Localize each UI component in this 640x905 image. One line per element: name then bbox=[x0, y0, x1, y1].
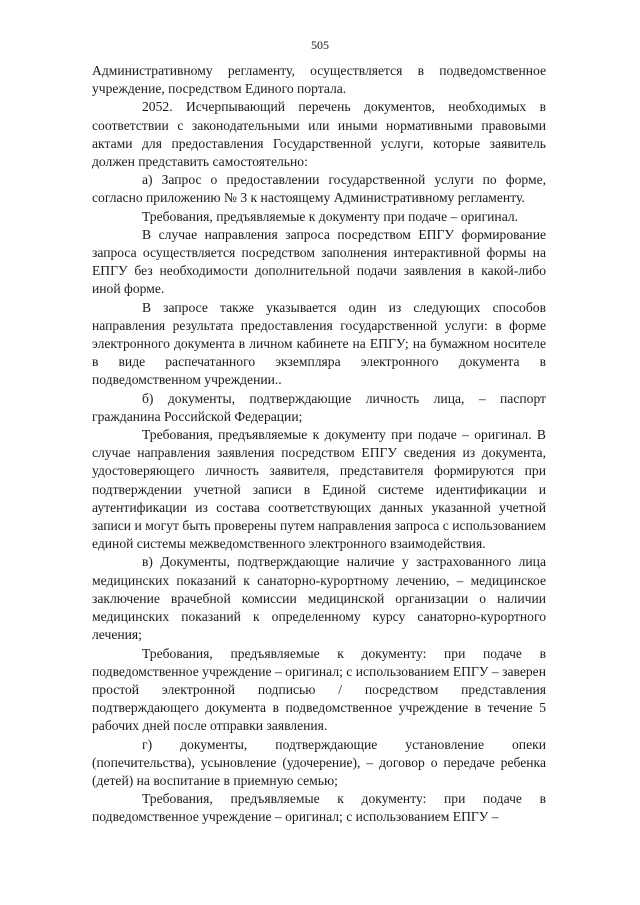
page-number: 505 bbox=[311, 38, 329, 52]
paragraph: В запросе также указывается один из следующих способов направления результата предоставления государственной услуги: в форме электронного документа в личном кабинете на ЕПГУ; на бумажном носителе в виде распечатанного экземпляра электронного документа в подведомственном учреждении.. bbox=[92, 299, 546, 388]
paragraph: 2052. Исчерпывающий перечень документов, необходимых в соответствии с законодательными или иными нормативными правовыми актами для предоставления Государственной услуги, которые заявитель должен представить самостоятельно: bbox=[92, 99, 546, 170]
document-body bbox=[92, 62, 546, 827]
paragraph: В случае направления запроса посредством ЕПГУ формирование запроса осуществляется посредством заполнения интерактивной формы на ЕПГУ без необходимости дополнительной подачи заявления в какой-либо иной форме. bbox=[92, 226, 546, 297]
paragraph: Требования, предъявляемые к документу: при подаче в подведомственное учреждение – оригинал; с использованием ЕПГУ – bbox=[92, 791, 546, 825]
paragraph: г) документы, подтверждающие установление опеки (попечительства), усыновление (удочерение), – договор о передаче ребенка (детей) на воспитание в приемную семью; bbox=[92, 736, 546, 788]
paragraph: Требования, предъявляемые к документу при подаче – оригинал. bbox=[142, 208, 519, 224]
paragraph: Требования, предъявляемые к документу: при подаче в подведомственное учреждение – оригинал; с использованием ЕПГУ – заверен простой электронной подписью / посредством представления подтверждающего документа в подведомственное учреждение в течение 5 рабочих дней после отправки заявления. bbox=[92, 645, 546, 734]
paragraph: Требования, предъявляемые к документу при подаче – оригинал. В случае направления заявления посредством ЕПГУ сведения из документа, удостоверяющего личность заявителя, представителя формируются при подтверждении учетной записи в Единой системе идентификации и аутентификации из состава соответствующих данных указанной учетной записи и могут быть проверены путем направления запроса с использованием единой системы межведомственного электронного взаимодействия. bbox=[92, 427, 546, 552]
paragraph: Административному регламенту, осуществляется в подведомственное учреждение, посредством Единого портала. bbox=[92, 63, 546, 97]
paragraph: в) Документы, подтверждающие наличие у застрахованного лица медицинских показаний к санаторно-курортному лечению, – медицинское заключение врачебной комиссии медицинской организации о наличии медицинских показаний к определенному курсу санаторно-курортного лечения; bbox=[92, 554, 546, 643]
paragraph: б) документы, подтверждающие личность лица, – паспорт гражданина Российской Федерации; bbox=[92, 390, 546, 424]
paragraph: а) Запрос о предоставлении государственной услуги по форме, согласно приложению № 3 к настоящему Административному регламенту. bbox=[92, 172, 546, 206]
